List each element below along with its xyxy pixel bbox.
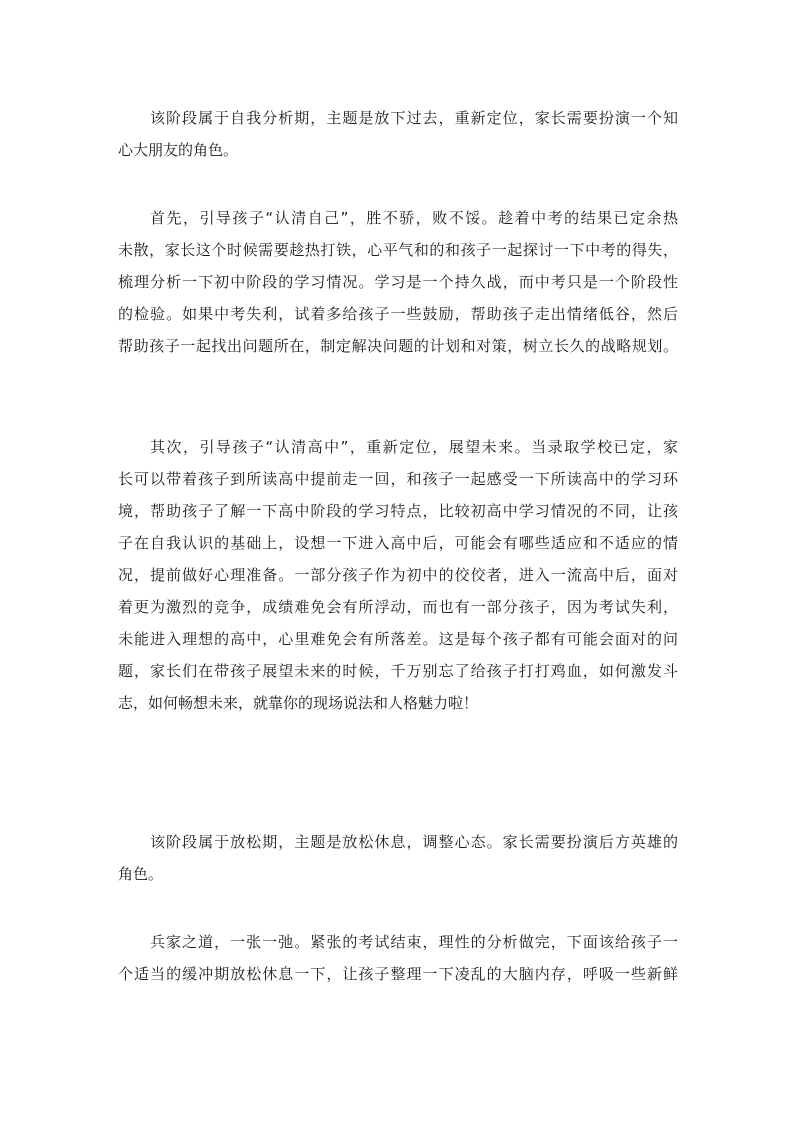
- paragraph-line: 角色。: [118, 865, 164, 883]
- paragraph-line: 梳理分析一下初中阶段的学习情况。学习是一个持久战，而中考只是一个阶段性: [118, 273, 678, 291]
- paragraph-line: 心大朋友的角色。: [118, 141, 239, 159]
- paragraph-line: 题，家长们在带孩子展望未来的时候，千万别忘了给孩子打打鸡血，如何激发斗: [118, 662, 678, 680]
- paragraph-4: [118, 826, 678, 890]
- paragraph-line: 未散，家长这个时候需要趁热打铁，心平气和的和孩子一起探讨一下中考的得失，: [118, 241, 678, 259]
- paragraph-line: 境，帮助孩子了解一下高中阶段的学习特点，比较初高中学习情况的不同，让孩: [118, 502, 678, 520]
- paragraph-2: [118, 202, 678, 362]
- paragraph-3: [118, 431, 678, 719]
- paragraph-line: 兵家之道，一张一弛。紧张的考试结束，理性的分析做完，下面该给孩子一: [150, 933, 678, 951]
- paragraph-line: 该阶段属于放松期，主题是放松休息，调整心态。家长需要扮演后方英雄的: [150, 833, 678, 851]
- paragraph-line: 帮助孩子一起找出问题所在，制定解决问题的计划和对策，树立长久的战略规划。: [118, 337, 678, 355]
- paragraph-line: 子在自我认识的基础上，设想一下进入高中后，可能会有哪些适应和不适应的情: [118, 534, 678, 552]
- paragraph-1: [118, 102, 678, 166]
- paragraph-line: 况，提前做好心理准备。一部分孩子作为初中的佼佼者，进入一流高中后，面对: [118, 566, 678, 584]
- paragraph-line: 着更为激烈的竞争，成绩难免会有所浮动，而也有一部分孩子，因为考试失利，: [118, 598, 678, 616]
- paragraph-line: 未能进入理想的高中，心里难免会有所落差。这是每个孩子都有可能会面对的问: [118, 630, 678, 648]
- paragraph-line: 志，如何畅想未来，就靠你的现场说法和人格魅力啦！: [118, 694, 479, 712]
- paragraph-line: 首先，引导孩子“认清自己”，胜不骄，败不馁。趁着中考的结果已定余热: [150, 209, 678, 227]
- paragraph-line: 其次，引导孩子“认清高中”，重新定位，展望未来。当录取学校已定，家: [150, 438, 678, 456]
- paragraph-5: [118, 926, 678, 990]
- paragraph-line: 长可以带着孩子到所读高中提前走一回，和孩子一起感受一下所读高中的学习环: [118, 470, 678, 488]
- paragraph-line: 的检验。如果中考失利，试着多给孩子一些鼓励，帮助孩子走出情绪低谷，然后: [118, 305, 678, 323]
- paragraph-line: 个适当的缓冲期放松休息一下，让孩子整理一下凌乱的大脑内存，呼吸一些新鲜: [118, 965, 678, 983]
- paragraph-line: 该阶段属于自我分析期，主题是放下过去，重新定位，家长需要扮演一个知: [150, 109, 678, 127]
